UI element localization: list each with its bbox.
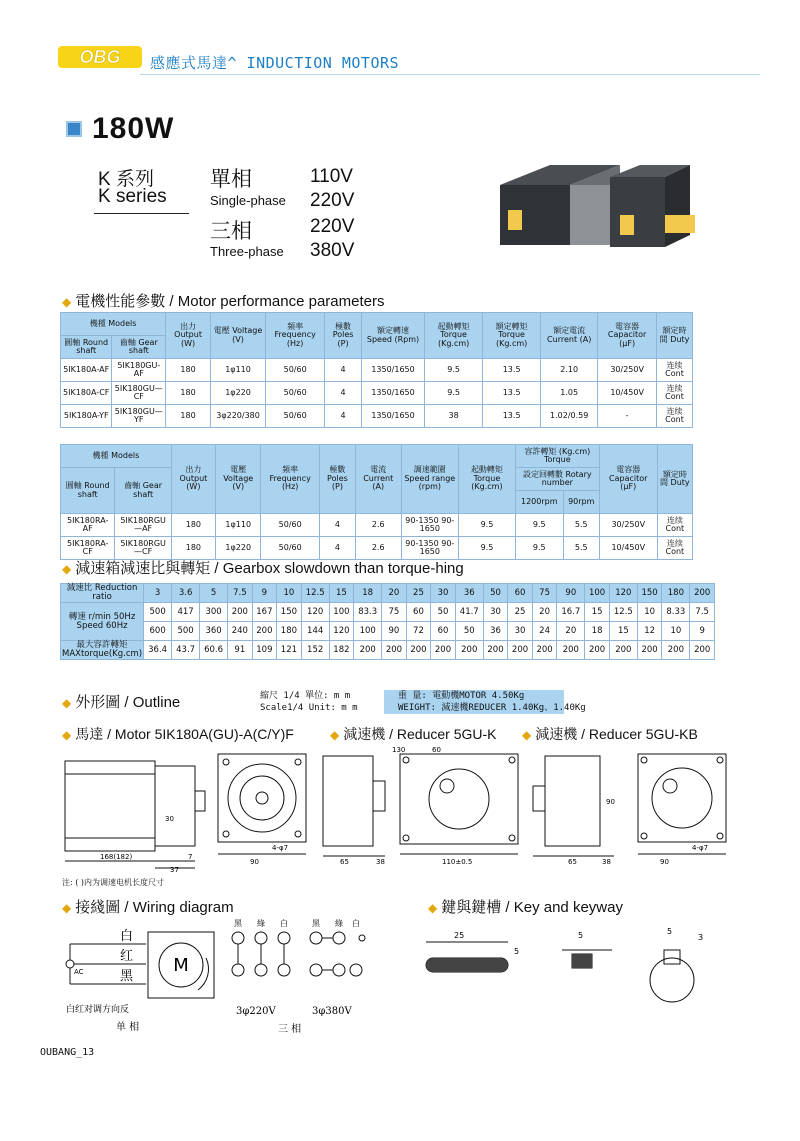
table-cell: 连续 Cont <box>657 537 692 560</box>
table-cell: 连续 Cont <box>657 382 693 405</box>
gearbox-cell: 100 <box>585 584 610 603</box>
gearbox-cell: 120 <box>609 584 637 603</box>
table-cell: 180 <box>166 359 211 382</box>
gearbox-cell: 600 <box>144 622 172 641</box>
table-cell: 连续 Cont <box>657 405 693 428</box>
table-cell: 50/60 <box>261 514 319 537</box>
table-cell: 5IK180RGU—CF <box>115 537 171 560</box>
gearbox-cell: 30 <box>483 603 508 622</box>
table-cell: 4 <box>325 382 362 405</box>
gearbox-cell: 100 <box>329 603 354 622</box>
motor-photo <box>490 155 700 260</box>
table-cell: 1.05 <box>541 382 598 405</box>
single-phase-cn: 單相 <box>210 168 252 191</box>
outline-footnote: 注: ( )内为调速电机长度尺寸 <box>62 878 165 887</box>
gearbox-cell: 200 <box>557 641 585 660</box>
term-black-1: 黑 <box>234 919 242 928</box>
gearbox-cell: 5 <box>200 584 228 603</box>
h2-1200rpm: 1200rpm <box>515 491 563 514</box>
table-cell: 5IK180RA-CF <box>61 537 115 560</box>
motor-m-letter: M <box>173 955 189 976</box>
diamond-icon: ◆ <box>62 728 72 742</box>
gearbox-cell: 15 <box>609 622 637 641</box>
dim-90a: 90 <box>250 858 259 866</box>
power-rating: 180W <box>92 112 175 145</box>
table-cell: 13.5 <box>483 382 541 405</box>
h-current: 額定電流 Current (A) <box>541 313 598 359</box>
table-cell: 30/250V <box>598 359 657 382</box>
table-cell: 2.6 <box>355 537 401 560</box>
gearbox-cell: 50 <box>483 584 508 603</box>
gearbox-cell: 15 <box>585 603 610 622</box>
diamond-icon: ◆ <box>428 901 438 915</box>
gearbox-cell: 200 <box>609 641 637 660</box>
gearbox-cell: 90 <box>382 622 407 641</box>
gearbox-cell: 60 <box>406 603 431 622</box>
dim-130: 130 <box>392 746 406 754</box>
gearbox-cell: 10 <box>637 603 662 622</box>
gearbox-cell: 10 <box>662 622 690 641</box>
h2-duty: 額定時間 Duty <box>657 445 692 514</box>
gearbox-cell: 25 <box>508 603 533 622</box>
dim-37: 37 <box>170 866 179 874</box>
h-output: 出力 Output (W) <box>166 313 211 359</box>
table-cell: 1φ110 <box>215 514 261 537</box>
gearbox-cell: 144 <box>301 622 329 641</box>
header-divider <box>140 74 760 75</box>
gearbox-cell: 91 <box>228 641 253 660</box>
gearbox-cell: 200 <box>455 641 483 660</box>
reducer2-caption: ◆ 減速機 / Reducer 5GU-KB <box>522 726 698 742</box>
performance-table-2 <box>60 444 693 560</box>
reverse-note: 白红对调方向反 <box>66 1005 130 1015</box>
table-cell: 13.5 <box>483 359 541 382</box>
gearbox-table <box>60 583 715 660</box>
gearbox-cell: 152 <box>301 641 329 660</box>
h-duty: 額定時間 Duty <box>657 313 693 359</box>
gearbox-cell: 90 <box>557 584 585 603</box>
v220-label: 3φ220V <box>236 1006 276 1017</box>
torque-label: 最大容許轉矩 MAXtorque(Kg.cm) <box>62 640 143 659</box>
table-cell: 5IK180A-CF <box>61 382 112 405</box>
gearbox-cell: 12 <box>637 622 662 641</box>
gearbox-cell: 200 <box>508 641 533 660</box>
h2-allow-torque: 容許轉矩 (Kg.cm) Torque <box>515 445 599 468</box>
table-cell: 10/450V <box>599 537 657 560</box>
gearbox-cell: 3 <box>144 584 172 603</box>
table-cell: 1φ220 <box>210 382 265 405</box>
table-cell: 5IK180GU—YF <box>112 405 166 428</box>
table-cell: 5.5 <box>563 537 599 560</box>
table-cell: 90-1350 90-1650 <box>401 514 459 537</box>
h2-frequency: 頻率 Frequency (Hz) <box>261 445 319 514</box>
gearbox-cell: 50 <box>431 603 456 622</box>
single-phase-label: 单 相 <box>116 1022 140 1033</box>
h2-90rpm: 90rpm <box>563 491 599 514</box>
table-cell: 5IK180RGU—AF <box>115 514 171 537</box>
table-cell: 1350/1650 <box>361 405 424 428</box>
gearbox-cell: 43.7 <box>172 641 200 660</box>
h-frequency: 頻率 Frequency (Hz) <box>266 313 325 359</box>
key-dim-5c: 5 <box>667 927 673 936</box>
h-voltage: 電壓 Voltage (V) <box>210 313 265 359</box>
key-dim-25: 25 <box>454 931 465 940</box>
h-model: 機種 Models <box>61 313 166 336</box>
table-cell: 9.5 <box>459 514 516 537</box>
three-phase-label: 三 相 <box>278 1024 302 1035</box>
h-poles: 極數 Poles (P) <box>325 313 362 359</box>
reducer1-caption: ◆ 減速機 / Reducer 5GU-K <box>330 726 497 742</box>
h2-round-shaft: 圓軸 Round shaft <box>61 468 115 514</box>
gearbox-cell: 36 <box>483 622 508 641</box>
single-phase-en: Single-phase <box>210 193 286 208</box>
gearbox-cell: 500 <box>144 603 172 622</box>
motor-side-drawing <box>60 746 210 874</box>
h-gear-shaft: 齒軸 Gear shaft <box>112 336 166 359</box>
h-speed: 額定轉速 Speed (Rpm) <box>361 313 424 359</box>
diamond-icon: ◆ <box>62 562 72 576</box>
table-row <box>61 405 693 428</box>
table-cell: 2.10 <box>541 359 598 382</box>
gearbox-cell: 60 <box>431 622 456 641</box>
table-cell: 9.5 <box>425 382 483 405</box>
gearbox-cell: 200 <box>585 641 610 660</box>
table-cell: 9.5 <box>515 537 563 560</box>
key-dim-5b: 5 <box>578 931 584 940</box>
key-drawing <box>412 920 712 1020</box>
gearbox-cell: 60 <box>508 584 533 603</box>
table-cell: 180 <box>171 514 215 537</box>
gearbox-cell: 7.5 <box>690 603 715 622</box>
dim-90d: 90 <box>660 858 669 866</box>
dim-168: 168(182) <box>100 853 133 861</box>
gearbox-cell: 36.4 <box>144 641 172 660</box>
table-cell: 4 <box>325 405 362 428</box>
h-round-shaft: 圓軸 Round shaft <box>61 336 112 359</box>
gearbox-cell: 9 <box>252 584 277 603</box>
term-green-2: 綠 <box>335 919 343 928</box>
table-cell: 连续 Cont <box>657 359 693 382</box>
series-cn: K 系列 <box>98 169 154 190</box>
gearbox-cell: 200 <box>228 603 253 622</box>
h2-start-torque: 起動轉矩 Torque (Kg.cm) <box>459 445 516 514</box>
table-row <box>61 514 693 537</box>
reducer-kb-front-drawing <box>630 746 734 868</box>
table-cell: 4 <box>319 514 355 537</box>
h2-output: 出力 Output (W) <box>171 445 215 514</box>
table-row <box>61 359 693 382</box>
gearbox-cell: 150 <box>277 603 302 622</box>
table-cell: 5IK180GU-AF <box>112 359 166 382</box>
gearbox-title: ◆ 減速箱減速比與轉矩 / Gearbox slowdown than torque-hing <box>62 560 464 577</box>
h-rated-torque: 額定轉矩 Torque (Kg.cm) <box>483 313 541 359</box>
key-dim-3: 3 <box>698 933 704 942</box>
table-cell: 50/60 <box>266 405 325 428</box>
term-black-2: 黑 <box>312 919 320 928</box>
key-title: ◆ 鍵與鍵槽 / Key and keyway <box>428 899 623 916</box>
weight-note: 重 量: 電動機MOTOR 4.50Kg WEIGHT: 減速機REDUCER 1.40Kg、1.40Kg <box>398 691 586 713</box>
gearbox-cell: 30 <box>431 584 456 603</box>
table-cell: 4 <box>325 359 362 382</box>
diamond-icon: ◆ <box>522 728 532 742</box>
table-cell: 1350/1650 <box>361 382 424 405</box>
brand-logo <box>58 44 142 70</box>
dim-90c: 90 <box>606 798 615 806</box>
table-cell: 50/60 <box>266 382 325 405</box>
gearbox-cell: 121 <box>277 641 302 660</box>
gearbox-cell: 12.5 <box>609 603 637 622</box>
h-capacitor: 電容器 Capacitor (μF) <box>598 313 657 359</box>
ac-label: AC <box>74 968 84 976</box>
gearbox-cell: 16.7 <box>557 603 585 622</box>
table-cell: 38 <box>425 405 483 428</box>
table-cell: 2.6 <box>355 514 401 537</box>
dim-7: 7 <box>188 853 193 861</box>
performance-table-1 <box>60 312 693 428</box>
reducer-k-side-drawing <box>318 746 390 868</box>
square-bullet-icon <box>66 121 82 137</box>
v380-label: 3φ380V <box>312 1006 352 1017</box>
h2-voltage: 電壓 Voltage (V) <box>215 445 261 514</box>
gearbox-cell: 50 <box>455 622 483 641</box>
table-cell: 13.5 <box>483 405 541 428</box>
scale-note: 縮尺 1/4 單位: m m Scale1/4 Unit: m m <box>260 691 358 713</box>
three-phase-en: Three-phase <box>210 244 284 259</box>
gearbox-cell: 200 <box>483 641 508 660</box>
gearbox-cell: 200 <box>662 641 690 660</box>
gearbox-cell: 109 <box>252 641 277 660</box>
gearbox-cell: 240 <box>228 622 253 641</box>
gearbox-cell: 180 <box>277 622 302 641</box>
gearbox-cell: 20 <box>532 603 557 622</box>
dim-60: 60 <box>432 746 441 754</box>
table-cell: 9.5 <box>459 537 516 560</box>
gearbox-cell: 200 <box>690 641 715 660</box>
h2-speed-range: 調速範圍 Speed range (rpm) <box>401 445 459 514</box>
h2-model: 機種 Models <box>61 445 172 468</box>
table-row <box>61 382 693 405</box>
wiring-diagram <box>56 918 366 1036</box>
gearbox-cell: 25 <box>406 584 431 603</box>
ratio-label: 減速比 Reduction ratio <box>61 584 144 603</box>
header-title: 感應式馬達^ INDUCTION MOTORS <box>150 54 400 72</box>
gearbox-cell: 200 <box>382 641 407 660</box>
table-cell: - <box>598 405 657 428</box>
table-cell: 50/60 <box>261 537 319 560</box>
table-cell: 4 <box>319 537 355 560</box>
gearbox-cell: 30 <box>508 622 533 641</box>
dim-38: 38 <box>376 858 385 866</box>
gearbox-cell: 200 <box>532 641 557 660</box>
gearbox-cell: 300 <box>200 603 228 622</box>
gearbox-cell: 9 <box>690 622 715 641</box>
table-cell: 9.5 <box>425 359 483 382</box>
motor-front-drawing <box>210 746 318 868</box>
dim-65: 65 <box>340 858 349 866</box>
gearbox-cell: 200 <box>637 641 662 660</box>
table-cell: 30/250V <box>599 514 657 537</box>
key-dim-5: 5 <box>514 947 520 956</box>
reducer-kb-side-drawing <box>530 746 620 868</box>
gearbox-cell: 150 <box>637 584 662 603</box>
table-cell: 1φ110 <box>210 359 265 382</box>
logo-text: OBG <box>79 47 121 67</box>
table-cell: 10/450V <box>598 382 657 405</box>
table-cell: 5IK180A-YF <box>61 405 112 428</box>
table-cell: 180 <box>166 382 211 405</box>
gearbox-cell: 360 <box>200 622 228 641</box>
gearbox-cell: 75 <box>382 603 407 622</box>
speed-label: 轉速 r/min 50Hz Speed 60Hz <box>61 603 144 641</box>
gearbox-cell: 200 <box>431 641 456 660</box>
table-cell: 50/60 <box>266 359 325 382</box>
gearbox-cell: 72 <box>406 622 431 641</box>
term-green-1: 綠 <box>257 919 265 928</box>
table-cell: 5IK180RA-AF <box>61 514 115 537</box>
gearbox-cell: 120 <box>301 603 329 622</box>
dim-4phi7b: 4-φ7 <box>692 844 709 852</box>
gearbox-cell: 83.3 <box>354 603 382 622</box>
gearbox-cell: 20 <box>382 584 407 603</box>
dim-110: 110±0.5 <box>442 858 473 866</box>
h2-current: 電流 Current (A) <box>355 445 401 514</box>
diamond-icon: ◆ <box>62 295 72 309</box>
gearbox-cell: 200 <box>406 641 431 660</box>
gearbox-cell: 120 <box>329 622 354 641</box>
h2-poles: 極數 Poles (P) <box>319 445 355 514</box>
motor-caption: ◆ 馬達 / Motor 5IK180A(GU)-A(C/Y)F <box>62 726 294 742</box>
series-underline <box>94 213 189 214</box>
wire-white: 白 <box>120 929 134 944</box>
table-cell: 5.5 <box>563 514 599 537</box>
table-cell: 5IK180GU—CF <box>112 382 166 405</box>
table-cell: 连续 Cont <box>657 514 692 537</box>
table-cell: 1350/1650 <box>361 359 424 382</box>
dim-4phi7: 4-φ7 <box>272 844 289 852</box>
h2-gear-shaft: 齒軸 Gear shaft <box>115 468 171 514</box>
diamond-icon: ◆ <box>62 696 72 710</box>
wiring-title: ◆ 接綫圖 / Wiring diagram <box>62 899 234 916</box>
gearbox-cell: 24 <box>532 622 557 641</box>
reducer-k-front-drawing <box>392 746 526 868</box>
voltage-220a: 220V <box>310 190 355 211</box>
wire-black: 黑 <box>120 969 134 984</box>
table-cell: 90-1350 90-1650 <box>401 537 459 560</box>
gearbox-cell: 200 <box>252 622 277 641</box>
gearbox-cell: 18 <box>354 584 382 603</box>
table-cell: 9.5 <box>515 514 563 537</box>
series-en: K series <box>98 186 167 207</box>
gearbox-cell: 8.33 <box>662 603 690 622</box>
outline-title: ◆ 外形圖 / Outline <box>62 694 181 711</box>
wire-red: 红 <box>120 949 134 964</box>
three-phase-cn: 三相 <box>210 220 252 243</box>
voltage-380: 380V <box>310 240 355 261</box>
gearbox-cell: 15 <box>329 584 354 603</box>
table-cell: 1.02/0.59 <box>541 405 598 428</box>
gearbox-cell: 36 <box>455 584 483 603</box>
page-footer: OUBANG_13 <box>40 1047 95 1058</box>
gearbox-cell: 200 <box>690 584 715 603</box>
gearbox-cell: 180 <box>662 584 690 603</box>
table-cell: 180 <box>171 537 215 560</box>
table-cell: 5IK180A-AF <box>61 359 112 382</box>
table-cell: 3φ220/380 <box>210 405 265 428</box>
gearbox-cell: 10 <box>277 584 302 603</box>
dim-30: 30 <box>165 815 174 823</box>
h2-capacitor: 電容器 Capacitor (μF) <box>599 445 657 514</box>
gearbox-cell: 41.7 <box>455 603 483 622</box>
gearbox-cell: 167 <box>252 603 277 622</box>
gearbox-cell: 18 <box>585 622 610 641</box>
term-white-2: 白 <box>352 919 360 928</box>
gearbox-cell: 417 <box>172 603 200 622</box>
table-cell: 1φ220 <box>215 537 261 560</box>
voltage-220b: 220V <box>310 216 355 237</box>
gearbox-cell: 500 <box>172 622 200 641</box>
gearbox-cell: 200 <box>354 641 382 660</box>
h-start-torque: 起動轉矩 Torque (Kg.cm) <box>425 313 483 359</box>
diamond-icon: ◆ <box>62 901 72 915</box>
voltage-110: 110V <box>310 166 353 187</box>
gearbox-cell: 60.6 <box>200 641 228 660</box>
diamond-icon: ◆ <box>330 728 340 742</box>
dim-38b: 38 <box>602 858 611 866</box>
term-white-1: 白 <box>280 919 288 928</box>
gearbox-cell: 182 <box>329 641 354 660</box>
gearbox-cell: 100 <box>354 622 382 641</box>
table-cell: 180 <box>166 405 211 428</box>
h2-rotary: 設定回轉數 Rotary number <box>515 468 599 491</box>
performance-title: ◆ 電機性能參數 / Motor performance parameters <box>62 293 385 310</box>
gearbox-cell: 3.6 <box>172 584 200 603</box>
gearbox-cell: 75 <box>532 584 557 603</box>
dim-65b: 65 <box>568 858 577 866</box>
gearbox-cell: 20 <box>557 622 585 641</box>
gearbox-cell: 7.5 <box>228 584 253 603</box>
gearbox-cell: 12.5 <box>301 584 329 603</box>
